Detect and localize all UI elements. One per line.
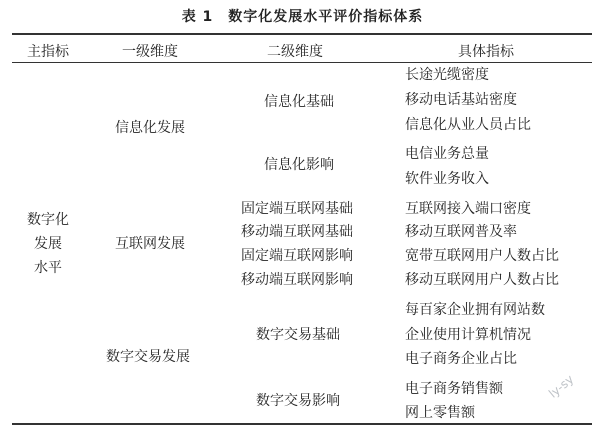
level2-item: 移动端互联网基础 <box>241 224 353 240</box>
indicator-item: 每百家企业拥有网站数 <box>405 302 545 318</box>
indicator-item: 移动互联网普及率 <box>405 224 517 240</box>
table-top-rule <box>12 33 592 35</box>
indicator-item: 长途光缆密度 <box>405 67 489 83</box>
main-indicator-line: 水平 <box>34 260 62 276</box>
main-indicator-line: 发展 <box>34 236 62 252</box>
level2-item: 信息化基础 <box>264 94 334 110</box>
header-level2: 二级维度 <box>267 44 323 60</box>
header-main-indicator: 主指标 <box>27 44 69 60</box>
indicator-item: 信息化从业人员占比 <box>405 117 531 133</box>
indicator-item: 网上零售额 <box>405 405 475 421</box>
main-indicator-line: 数字化 <box>27 212 69 228</box>
main-indicator <box>22 208 74 280</box>
indicator-item: 电子商务企业占比 <box>405 351 517 367</box>
level2-item: 数字交易影响 <box>256 393 340 409</box>
level1-item: 互联网发展 <box>115 236 185 252</box>
indicator-item: 软件业务收入 <box>405 171 489 187</box>
watermark: ly-sy <box>546 372 577 401</box>
indicator-item: 移动互联网用户人数占比 <box>405 272 559 288</box>
header-indicators: 具体指标 <box>458 44 514 60</box>
indicator-item: 互联网接入端口密度 <box>405 201 531 217</box>
level2-item: 固定端互联网影响 <box>241 248 353 264</box>
indicator-item: 宽带互联网用户人数占比 <box>405 248 559 264</box>
level2-item: 数字交易基础 <box>256 327 340 343</box>
table-bottom-rule <box>12 423 592 425</box>
indicator-item: 移动电话基站密度 <box>405 92 517 108</box>
header-level1: 一级维度 <box>122 44 178 60</box>
indicator-item: 电信业务总量 <box>405 146 489 162</box>
indicator-item: 企业使用计算机情况 <box>405 327 531 343</box>
level2-item: 固定端互联网基础 <box>241 201 353 217</box>
table-caption: 表 1 数字化发展水平评价指标体系 <box>181 9 424 25</box>
indicator-item: 电子商务销售额 <box>405 381 503 397</box>
header-rule <box>12 62 592 63</box>
level1-item: 信息化发展 <box>115 120 185 136</box>
level1-item: 数字交易发展 <box>106 349 190 365</box>
level2-item: 移动端互联网影响 <box>241 272 353 288</box>
level2-item: 信息化影响 <box>264 157 334 173</box>
